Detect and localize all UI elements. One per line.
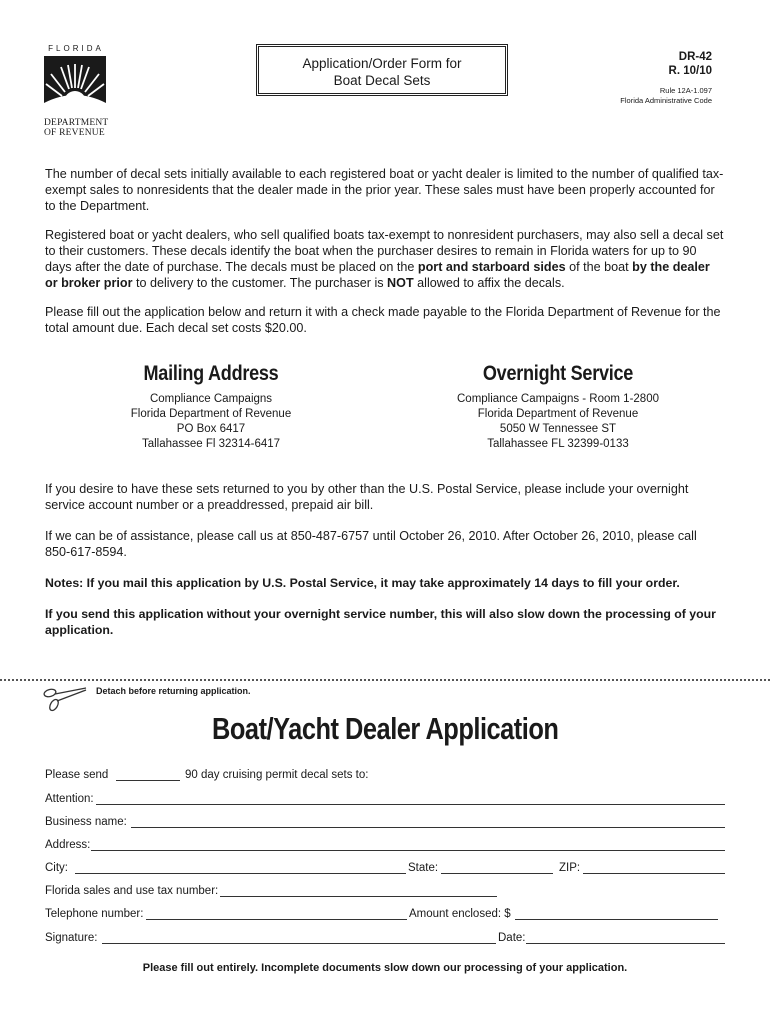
please-send-row	[45, 768, 108, 782]
amount-field[interactable]	[515, 919, 718, 920]
telephone-field[interactable]	[146, 919, 407, 920]
overnight-instructions: If you desire to have these sets returned to you by other than the U.S. Postal Service, please include your overnight service account number or a preaddressed, prepaid air bill.	[45, 482, 689, 512]
p2-text-a: Registered boat or yacht dealers, who sell qualified boats tax-exempt to nonresident purchasers, may also sell a decal set to their customers. These decals identify the boat when the purchaser desires to remain in Florida waters for up to 90 days after the date of purchase. The decals must be placed on the	[45, 228, 724, 274]
overnight-line: Compliance Campaigns - Room 1-2800	[457, 393, 659, 405]
form-title-line2: Boat Decal Sets	[333, 73, 431, 88]
mailing-address-block	[81, 362, 341, 452]
logo-state-text: FLORIDA	[48, 44, 104, 53]
attention-label: Attention:	[45, 793, 94, 805]
quantity-field[interactable]	[116, 780, 180, 781]
p2-text-e: to delivery to the customer. The purchaser is	[132, 276, 388, 290]
address-label: Address:	[45, 839, 91, 851]
form-number: DR-42	[678, 51, 712, 63]
detach-instruction: Detach before returning application.	[96, 686, 251, 696]
tax-number-label: Florida sales and use tax number:	[45, 885, 219, 897]
p2-bold-sides: port and starboard sides	[417, 260, 566, 274]
perforation-line	[0, 679, 770, 681]
state-field[interactable]	[441, 873, 553, 874]
admin-code: Florida Administrative Code	[620, 96, 712, 105]
city-label: City:	[45, 862, 68, 874]
zip-field[interactable]	[583, 873, 725, 874]
logo-dept-line2: OF REVENUE	[44, 128, 105, 138]
overnight-service-heading: Overnight Service	[482, 362, 634, 385]
overnight-service-block	[428, 362, 688, 452]
intro-paragraph-2	[45, 227, 725, 291]
mailing-address-heading: Mailing Address	[143, 362, 279, 385]
p2-bold-not: NOT	[387, 276, 414, 290]
address-field[interactable]	[91, 850, 725, 851]
date-field[interactable]	[526, 943, 725, 944]
footer-note: Please fill out entirely. Incomplete documents slow down our processing of your application.	[142, 962, 628, 974]
scissors-icon	[42, 686, 88, 712]
intro-paragraph-1: The number of decal sets initially available to each registered boat or yacht dealer is limited to the number of qualified tax-exempt sales to nonresidents that the dealer made in the prior year. These sales must have been properly accounted for to the Department.	[45, 167, 724, 213]
note-postal: Notes: If you mail this application by U.S. Postal Service, it may take approximately 14 days to fill your order.	[45, 576, 680, 590]
overnight-line: 5050 W Tennessee ST	[499, 423, 617, 435]
date-label: Date:	[498, 932, 526, 944]
zip-label: ZIP:	[559, 862, 581, 874]
business-name-label: Business name:	[45, 816, 127, 828]
form-revision: R. 10/10	[668, 65, 712, 77]
form-title-box	[258, 46, 506, 94]
intro-paragraph-3: Please fill out the application below and return it with a check made payable to the Florida Department of Revenue for the total amount due. Each decal set costs $20.00.	[45, 305, 721, 335]
mailing-line: Compliance Campaigns	[149, 393, 273, 405]
overnight-line: Florida Department of Revenue	[477, 408, 639, 420]
application-title-text: Boat/Yacht Dealer Application	[211, 711, 559, 746]
business-name-field[interactable]	[131, 827, 725, 828]
sun-logo-icon	[44, 56, 106, 114]
contact-paragraph: If we can be of assistance, please call us at 850-487-6757 until October 26, 2010. After October 26, 2010, please call 850-617-8594.	[45, 529, 697, 559]
form-code-block	[620, 50, 712, 106]
logo-dept-line1: DEPARTMENT	[44, 118, 109, 128]
signature-field[interactable]	[102, 943, 496, 944]
mailing-line: Tallahassee Fl 32314-6417	[141, 438, 281, 450]
mailing-line: PO Box 6417	[176, 423, 246, 435]
overnight-line: Tallahassee FL 32399-0133	[487, 438, 629, 450]
state-label: State:	[408, 862, 439, 874]
attention-field[interactable]	[96, 804, 725, 805]
city-field[interactable]	[75, 873, 406, 874]
mailing-line: Florida Department of Revenue	[130, 408, 292, 420]
telephone-label: Telephone number:	[45, 908, 144, 920]
florida-dor-logo	[44, 44, 108, 138]
p2-text-g: allowed to affix the decals.	[413, 276, 565, 290]
signature-label: Signature:	[45, 932, 98, 944]
note-overnight: If you send this application without your overnight service number, this will also slow down the processing of your application.	[45, 607, 716, 637]
tax-number-field[interactable]	[220, 896, 497, 897]
sets-to-label: 90 day cruising permit decal sets to:	[185, 769, 369, 781]
please-send-label: Please send	[45, 769, 109, 781]
application-title	[0, 711, 770, 747]
form-title-line1: Application/Order Form for	[302, 56, 462, 71]
p2-text-c: of the boat	[565, 260, 633, 274]
p2-bold-dealer: by the dealer or broker prior	[45, 260, 710, 290]
rule-reference: Rule 12A-1.097	[659, 86, 712, 95]
amount-label: Amount enclosed: $	[409, 908, 511, 920]
